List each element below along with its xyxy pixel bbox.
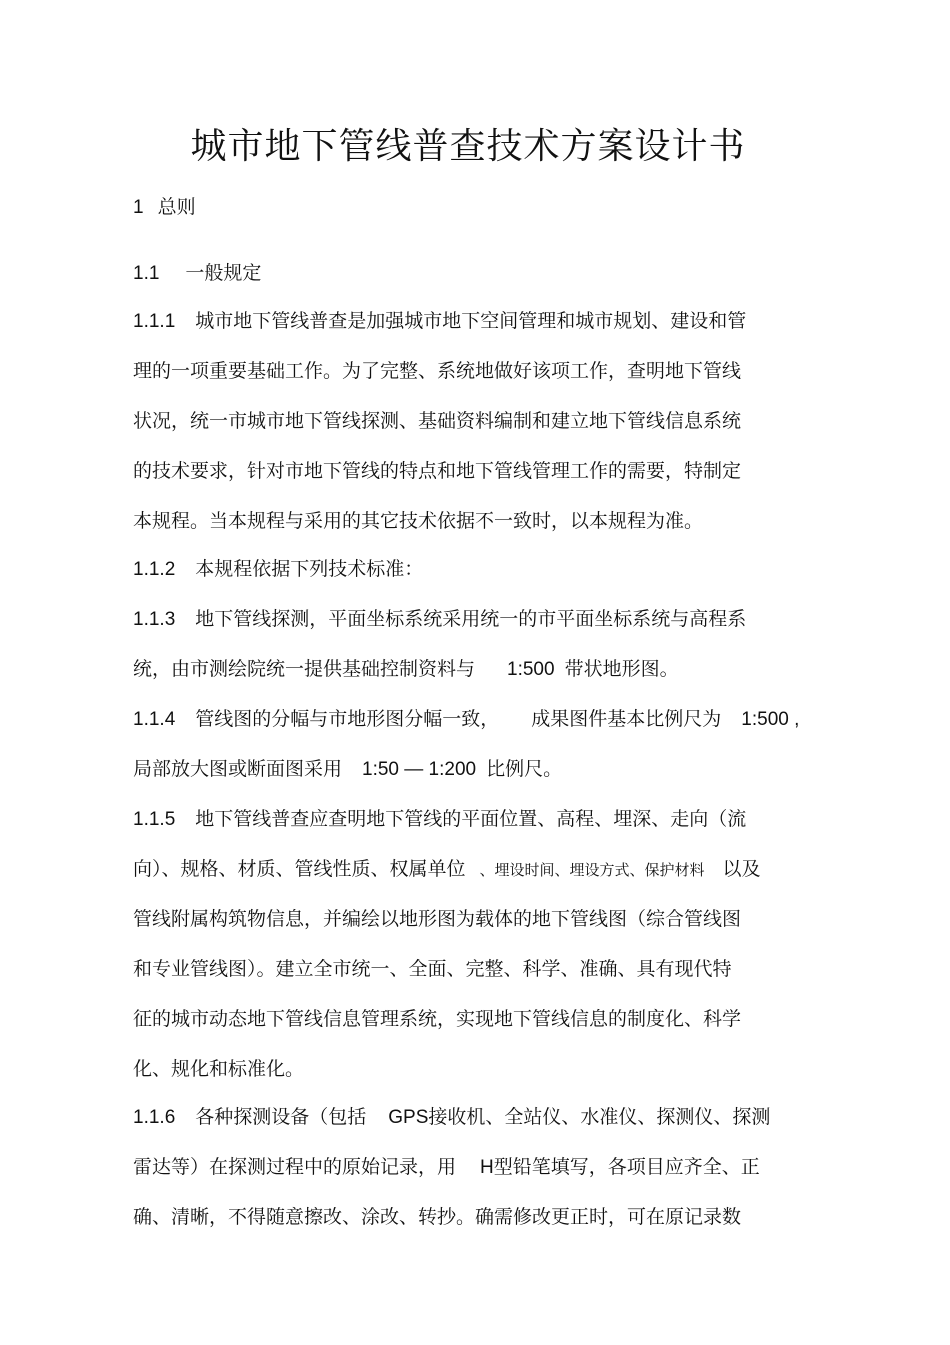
paragraph-line: 和专业管线图）。建立全市统一、全面、完整、科学、准确、具有现代特 <box>133 958 732 980</box>
paragraph-text: 型铅笔填写，各项目应齐全、正 <box>493 1156 760 1178</box>
paragraph-line: 管线附属构筑物信息，并编绘以地形图为载体的地下管线图（综合管线图 <box>133 908 742 930</box>
paragraph-text: 以及 <box>722 858 761 880</box>
paragraph-text: 向）、规格、材质、管线性质、权属单位 <box>133 858 466 880</box>
paragraph-text: 接收机、全站仪、水准仪、探测仪、探测 <box>428 1106 771 1128</box>
section-number: 1.1 <box>133 263 160 284</box>
paragraph-text: 城市地下管线普查是加强城市地下空间管理和城市规划、建设和管 <box>195 310 747 332</box>
clause-number: 1.1.3 <box>133 609 176 630</box>
paragraph-line: 确、清晰，不得随意擦改、涂改、转抄。确需修改更正时，可在原记录数 <box>133 1206 742 1228</box>
chapter-heading <box>133 193 196 222</box>
clause-1-1-6-line-1 <box>133 1103 770 1132</box>
paragraph-text: 雷达等）在探测过程中的原始记录，用 <box>133 1156 457 1178</box>
paragraph-text: 局部放大图或断面图采用 <box>133 758 343 780</box>
clause-1-1-4-line-1 <box>133 705 799 734</box>
gps-label: GPS <box>388 1107 429 1128</box>
paragraph-text: 成果图件基本比例尺为 <box>531 708 722 730</box>
paragraph-text: 地下管线普查应查明地下管线的平面位置、高程、埋深、走向（流 <box>195 808 747 830</box>
clause-1-1-3-line-2 <box>133 655 679 684</box>
clause-number: 1.1.1 <box>133 311 176 332</box>
paragraph-text: 带状地形图。 <box>564 658 679 680</box>
paragraph-text: 各种探测设备（包括 <box>195 1106 367 1128</box>
paragraph-line: 征的城市动态地下管线信息管理系统，实现地下管线信息的制度化、科学 <box>133 1008 742 1030</box>
chapter-number: 1 <box>133 197 144 218</box>
clause-1-1-6-line-2 <box>133 1153 760 1182</box>
paragraph-line: 的技术要求，针对市地下管线的特点和地下管线管理工作的需要，特制定 <box>133 460 742 482</box>
document-title: 城市地下管线普查技术方案设计书 <box>190 126 746 167</box>
paragraph-line: 状况，统一市城市地下管线探测、基础资料编制和建立地下管线信息系统 <box>133 410 742 432</box>
paragraph-text: 地下管线探测，平面坐标系统采用统一的市平面坐标系统与高程系 <box>195 608 747 630</box>
clause-number: 1.1.2 <box>133 559 176 580</box>
section-title: 一般规定 <box>185 262 262 284</box>
clause-1-1-4-line-2 <box>133 755 562 784</box>
scale-value: 1:500 , <box>741 709 800 730</box>
clause-number: 1.1.5 <box>133 809 176 830</box>
clause-1-1-3-line-1 <box>133 605 746 634</box>
paragraph-line: 理的一项重要基础工作。为了完整、系统地做好该项工作，查明地下管线 <box>133 360 742 382</box>
clause-1-1-2 <box>133 555 423 584</box>
paragraph-text: 本规程依据下列技术标准： <box>195 558 424 580</box>
scale-value: 1:500 <box>507 659 555 680</box>
paragraph-text: 管线图的分幅与市地形图分幅一致， <box>195 708 500 730</box>
clause-number: 1.1.6 <box>133 1107 176 1128</box>
paragraph-text-small: 、埋设时间、埋设方式、保护材料 <box>479 861 705 879</box>
pencil-grade: H <box>480 1157 494 1178</box>
clause-1-1-5-line-2 <box>133 855 761 884</box>
clause-1-1-5-line-1 <box>133 805 746 834</box>
paragraph-line: 化、规化和标准化。 <box>133 1058 305 1080</box>
scale-value: 1:50 — 1:200 <box>362 759 477 780</box>
paragraph-line: 本规程。当本规程与采用的其它技术依据不一致时，以本规程为准。 <box>133 510 704 532</box>
paragraph-text: 统，由市测绘院统一提供基础控制资料与 <box>133 658 476 680</box>
clause-number: 1.1.4 <box>133 709 176 730</box>
chapter-title: 总则 <box>157 196 196 218</box>
clause-1-1-1-line-1 <box>133 307 746 336</box>
paragraph-text: 比例尺。 <box>486 758 563 780</box>
section-heading <box>133 259 261 288</box>
